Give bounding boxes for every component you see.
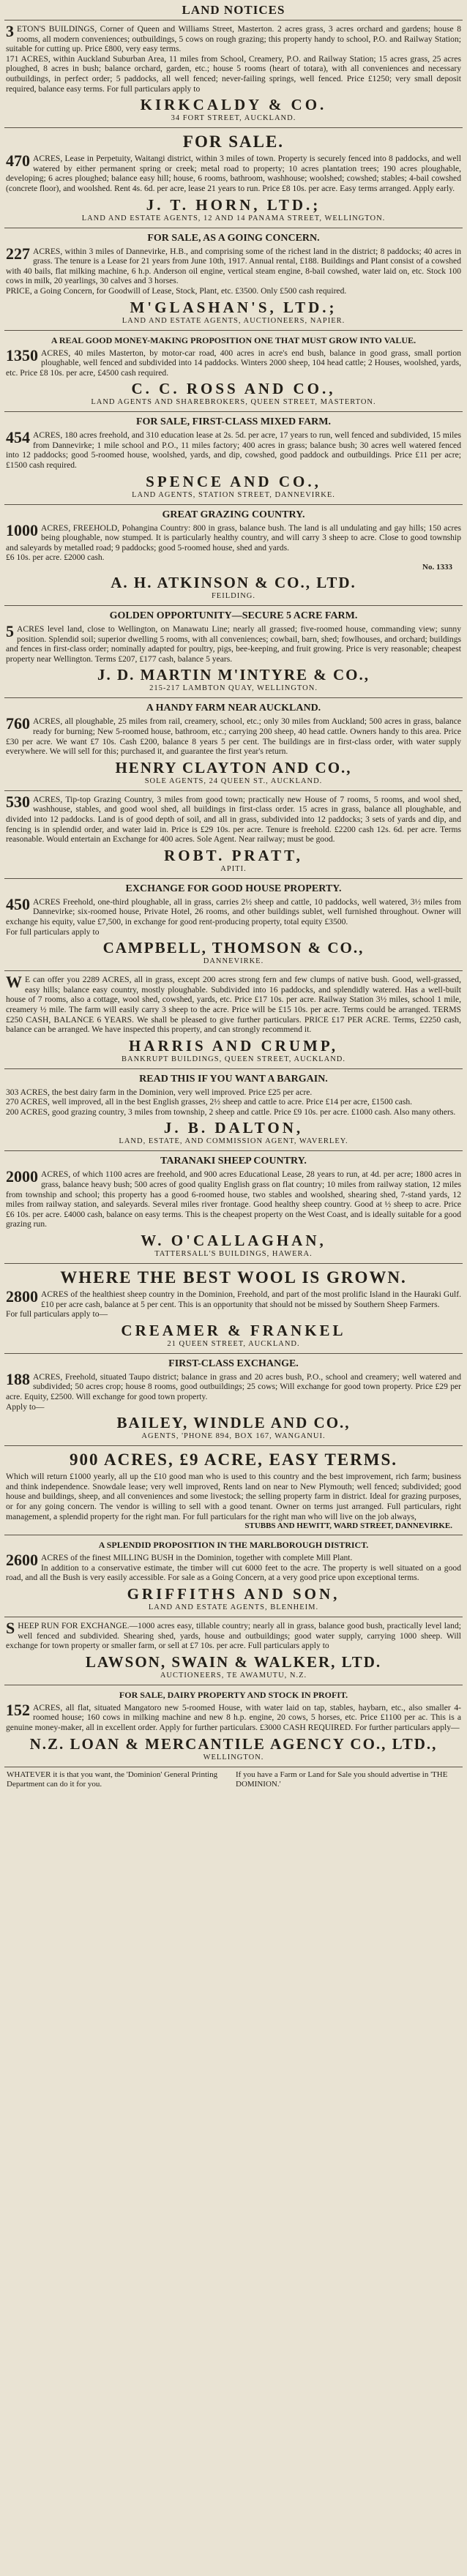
agent-address: WELLINGTON. — [203, 1753, 264, 1761]
ad-title: FIRST-CLASS EXCHANGE. — [168, 1358, 299, 1369]
agent-address: AGENTS, 'PHONE 894, BOX 167, WANGANUI. — [141, 1432, 326, 1441]
ad-price: 171 ACRES, within Auckland Suburban Area, 11 miles from School, Creamery, P.O. and Railway Station; 15 acres grass, 25 acres ploughed, 8 acres in bush; balance orchard, garden, etc.; house 5 rooms (heart of totara), with all conveniences and necessary outbuildings, in perfect order; 5 paddocks, all well fenced; never-failing springs, well fenced. Price £1250; very small deposit required, balance easy terms. For full particulars apply to — [6, 53, 461, 94]
ad-body-text: ACRES, all flat, situated Mangatoro new 5-roomed House, with water laid on tap, stables, haybarn, etc., also smaller 4-roomed house; 160 cows in milking machine and new 8 h.p. engine, 20 cows, 5 horses, etc. Price £1100 per ac. This is a genuine money-maker, all in excellent order. Apply for further particulars. £3000 CASH REQUIRED. For further particulars apply— — [6, 1702, 461, 1732]
agent-address: SOLE AGENTS, 24 QUEEN ST., AUCKLAND. — [144, 776, 323, 785]
ad-line: 303 ACRES, the best dairy farm in the Dominion, very well improved. Price £25 per acre. — [6, 1087, 313, 1097]
ad-lead-figure: 454 — [6, 428, 30, 447]
ad-body-text: ACRES, Tip-top Grazing Country, 3 miles from good town; practically new House of 7 rooms, 5 rooms, and wool shed, washhouse, stables, and good wool shed, all buildings in first-class order. 15 acres in grass, balance all ploughable, and divided into 12 paddocks. Land is of good depth of soil, and all in grass, subdivided into 12 paddocks; 3 sets of yards and dip, and fencing is in splendid order, and water laid in. Price is £29 10s. per acre. Tenure is freehold. £2200 cash 12s. 6d. per acre. Terms reasonable. Would entertain an Exchange for 400 acres. Sole Agent. Near railway; must be good. — [6, 794, 461, 845]
ad-body — [6, 792, 461, 845]
ad-lead-figure: 2800 — [6, 1287, 38, 1306]
land-ad — [4, 411, 463, 503]
agent-name: KIRKCALDY & CO. — [140, 96, 327, 114]
agent-address: LAND AGENTS AND SHAREBROKERS, QUEEN STREET, MASTERTON. — [91, 398, 376, 407]
agent-address: 34 FORT STREET, AUCKLAND. — [171, 114, 296, 123]
land-ad — [4, 1150, 463, 1263]
ad-price: In addition to a conservative estimate, the timber will cut 6000 feet to the acre. The property is well situated on a good road, and all the Bush is very easily accessible. For sale as a Going Concern, at a very good price upon exceptional terms. — [6, 1562, 461, 1583]
agent-name: BAILEY, WINDLE AND CO., — [116, 1414, 351, 1432]
ad-line: 270 ACRES, well improved, all in the best English grasses, 2½ sheep and cattle to acre. Price £14 per acre, £1500 cash. — [6, 1097, 413, 1107]
ad-body-text: ACRES, of which 1100 acres are freehold, and 900 acres Educational Lease, 28 years to run, at 4d. per acre; 1800 acres in grass, balance heavy bush; 500 acres of good quality English grass on flat country; 10 miles from railway station, 12 miles from township and school; this property has a good 6-roomed house, two stables and woolshed, shearing shed, 7-stand yards, 12 miles from railway station, and saleyards. Several miles river frontage. Good healthy sheep country. Good at ½ sheep to acre. Price £6 10s. per acre. £4000 cash, balance on easy terms. This is the cheapest property on the West Coast, and is ideally suitable for a good grazing run. — [6, 1169, 461, 1229]
ad-title: READ THIS IF YOU WANT A BARGAIN. — [139, 1073, 328, 1085]
ad-title: A REAL GOOD MONEY-MAKING PROPOSITION ONE THAT MUST GROW INTO VALUE. — [51, 334, 416, 345]
ad-body-text: ACRES, FREEHOLD, Pohangina Country: 800 in grass, balance bush. The land is all undulating and gay hills; 150 acres being ploughable, now stumped. It is particularly healthy country, and will carry 3 sheep to acre. Close to good township and saleyards by metalled road; 9 paddocks; good 5-roomed house, shed and yards. — [6, 523, 461, 553]
agent-address: TATTERSALL'S BUILDINGS, HAWERA. — [154, 1250, 313, 1259]
agent-name: ROBT. PRATT, — [164, 846, 303, 864]
ad-title: TARANAKI SHEEP COUNTRY. — [160, 1156, 307, 1167]
land-ad — [4, 1617, 463, 1685]
ad-price: For full particulars apply to — [6, 926, 100, 937]
ad-price: PRICE, a Going Concern, for Goodwill of Lease, Stock, Plant, etc. £3500. Only £500 cash required. — [6, 285, 347, 296]
ad-body — [6, 1169, 461, 1229]
agent-address: 215-217 LAMBTON QUAY, WELLINGTON. — [149, 684, 318, 693]
agent-name: HENRY CLAYTON AND CO., — [115, 758, 352, 776]
agent-address: LAND AND ESTATE AGENTS, 12 AND 14 PANAMA STREET, WELLINGTON. — [81, 214, 386, 222]
ad-body — [6, 716, 461, 756]
ad-reference: No. 1333 — [422, 563, 452, 572]
land-ad — [4, 1353, 463, 1445]
land-ad — [4, 697, 463, 790]
ad-title: A HANDY FARM NEAR AUCKLAND. — [146, 703, 321, 714]
ad-body — [6, 1369, 461, 1402]
agent-address: APITI. — [220, 864, 247, 873]
ad-body-text: E can offer you 2289 ACRES, all in grass, except 200 acres strong fern and few clumps of native bush. Good, well-grassed, easy hills; balance easy country, mostly ploughable. Subdivided into 16 paddocks, and splendidly watered. Has a well-built house of 7 rooms, also a cottage, wool shed, cowshed, yards, etc. Price £17 10s. per acre. Railway Station 3½ miles, school 1 mile, creamery ½ mile. The farm will easily carry 3 sheep to the acre. Price will be £15 10s. per acre. Terms could be arranged. TERMS £250 CASH, BALANCE 6 YEARS. We shall be pleased to give further particulars. PRICE £17 PER ACRE. Terms, £2250 cash, balance can be arranged. We have inspected this property, and can strongly recommend it. — [6, 975, 461, 1035]
ad-body — [6, 244, 461, 286]
land-ad — [4, 504, 463, 605]
agent-name: J. T. HORN, LTD.; — [146, 195, 321, 214]
agent-name: HARRIS AND CRUMP, — [129, 1036, 338, 1055]
ad-lead-figure: 1000 — [6, 520, 38, 539]
ad-body-text: Which will return £1000 yearly, all up the £10 good man who is used to this country and the best improvement, rich farm; business and think independence. Snowdale lease; very well improved, Rents land on near to New Plymouth; well fenced; subdivided; good house and buildings, sheep, and all conveniences and some livestock; the selling property farm in district. Ideal for grazing purposes, or for any going concern. The vendor is willing to sell with a good tenant. Owner on terms just arranged. Full particulars, right management, a splendid property for the right man. For full particulars for the right man who will live on the job always, — [6, 1472, 461, 1521]
agent-address: 21 QUEEN STREET, AUCKLAND. — [167, 1339, 300, 1348]
ad-body — [6, 24, 461, 54]
ad-title: A SPLENDID PROPOSITION IN THE MARLBOROUGH DISTRICT. — [98, 1540, 369, 1551]
agent-name: M'GLASHAN'S, LTD.; — [130, 298, 337, 316]
ad-lead-figure: 1350 — [6, 345, 38, 364]
ad-body-text: ACRES, Freehold, situated Taupo district; balance in grass and 20 acres bush, P.O., school and creamery; well watered and subdivided; 50 acres crop; house 8 rooms, good outbuildings; 25 cows; Will exchange for good town property. Price £29 per acre. Equity, £2500. Will exchange for good town property. — [6, 1371, 461, 1401]
ad-body-text: ACRES, within 3 miles of Dannevirke, H.B., and comprising some of the richest land in the district; 8 paddocks; 40 acres in grass. The tenure is a Lease for 21 years from June 10th, 1917. Annual rental, £188. Buildings and Plant consist of a cowshed with 40 bails, flat milking machine, 6 h.p. Anderson oil engine, vertical steam engine, 8-bail cowshed, water laid on, etc. Stock 100 cows in milk, 20 yearlings, 30 calves and 3 horses. — [6, 246, 461, 286]
ad-body-text: ACRES, 180 acres freehold, and 310 education lease at 2s. 5d. per acre, 17 years to run, well fenced and subdivided, 15 miles from Dannevirke; 1 mile school and P.O., 11 miles factory; 400 acres in grass; balance bush; 30 acres well watered fenced into 12 paddocks; good 5-roomed house, woolshed, yards, and dip, cowshed, good paddock and outbuildings. Price £11 per acre; £1500 cash required. — [6, 430, 461, 471]
agent-name: W. O'CALLAGHAN, — [141, 1232, 326, 1250]
ad-lead-figure: 188 — [6, 1369, 30, 1388]
ad-body-text: ACRES Freehold, one-third ploughable, all in grass, carries 2½ sheep and cattle, 10 paddocks, well watered, 3½ miles from Dannevirke; six-roomed house, Private Hotel, 26 rooms, and other buildings sublet, well furnished throughout. Owner will exchange his equity, value £7,500, in exchange for good rent-producing property, total equity £3500. — [6, 896, 461, 926]
ad-body-text: ACRES, all ploughable, 25 miles from rail, creamery, school, etc.; only 30 miles from Auckland; 500 acres in grass, balance ready for burning; New 5-roomed house, bathroom, etc.; carrying 200 sheep, 40 head cattle. Owners handy to this area. Price £30 per acre. We want £7 10s. Cash £200, balance 8 years 5 per cent. The buildings are in first-class order, with water supply everywhere. We will sell for this; purchased it, and guarantee the first year's return. — [6, 716, 461, 757]
ad-price: Apply to— — [6, 1401, 45, 1412]
section-header: LAND NOTICES — [182, 3, 285, 17]
ad-lead-figure: 450 — [6, 894, 30, 913]
ad-body — [6, 1618, 461, 1651]
ad-title: EXCHANGE FOR GOOD HOUSE PROPERTY. — [125, 883, 342, 894]
ad-lead-figure: 3 — [6, 22, 14, 40]
ad-title: WHERE THE BEST WOOL IS GROWN. — [60, 1268, 407, 1287]
ad-title: FOR SALE, FIRST-CLASS MIXED FARM. — [135, 416, 332, 428]
ad-body — [6, 430, 461, 470]
ad-body — [6, 520, 461, 553]
land-ad — [4, 970, 463, 1068]
agent-name: J. D. MARTIN M'INTYRE & CO., — [97, 666, 370, 684]
ads-column — [4, 20, 463, 1767]
agent-address: DANNEVIRKE. — [203, 957, 264, 966]
ad-lead-figure: S — [6, 1618, 15, 1637]
footer-left: WHATEVER it is that you want, the 'Dominion' General Printing Department can do it for you. — [7, 1770, 218, 1789]
ad-lead-figure: 760 — [6, 714, 30, 733]
ad-lead-figure: 152 — [6, 1700, 30, 1719]
land-ad — [4, 127, 463, 227]
ad-body-text: ACRES, 40 miles Masterton, by motor-car road, 400 acres in acre's end bush, balance in good grass, small portion ploughable, well fenced and subdivided into 14 paddocks. Winters 2000 sheep, 104 head cattle; 2 Houses, woolshed, yards, etc. Price £8 10s. per acre, £4500 cash required. — [6, 348, 461, 378]
ad-body — [6, 345, 461, 378]
ad-body-text: ACRES of the healthiest sheep country in the Dominion, Freehold, and part of the most prolific Island in the Hauraki Gulf. £10 per acre cash, balance at 5 per cent. This is an opportunity that should not be missed by Southern Sheep Farmers. — [41, 1289, 461, 1309]
ad-lead-figure: 227 — [6, 244, 30, 263]
ad-title: GOLDEN OPPORTUNITY—SECURE 5 ACRE FARM. — [109, 610, 358, 622]
ad-lead-figure: 2000 — [6, 1167, 38, 1186]
ad-title: FOR SALE, AS A GOING CONCERN. — [147, 232, 320, 244]
ad-body-text: ACRES level land, close to Wellington, on Manawatu Line; nearly all grassed; five-roomed house, commanding view; sunny position. Splendid soil; superior dwelling 5 rooms, with all conveniences; cowbail, barn, shed; fowlhouses, and orchard; buildings and fences in first-class order; nominally adapted for poultry, pigs, bee-keeping, and fruit growing. Price is very reasonable; cheapest property near Wellington. Terms £207, £177 cash, balance 5 years. — [6, 624, 461, 664]
ad-body-text: ACRES, Lease in Perpetuity, Waitangi district, within 3 miles of town. Property is securely fenced into 8 paddocks, and well watered by either permanent spring or creek; metal road to property; 10 acres plantation trees; 190 acres ploughable, developing; 6 acres ploughed; balance easy hill; house, 6 rooms, bathroom, washhouse; woolshed; cowshed; stables; 4-bail cowshed (concrete floor), and woolshed. Rent 4s. 6d. per acre, lease 21 years to run. Price £8 10s. per acre. Easy terms arranged. Apply early. — [6, 154, 461, 193]
ad-body — [6, 624, 461, 664]
agent-name: GRIFFITHS AND SON, — [127, 1584, 340, 1603]
ad-body — [6, 1289, 461, 1309]
land-ad — [4, 330, 463, 412]
agent-address: LAND AGENTS, STATION STREET, DANNEVIRKE. — [132, 490, 335, 499]
ad-lead-figure: 530 — [6, 792, 30, 811]
agent-address: FEILDING. — [211, 592, 256, 601]
footer — [4, 1767, 463, 1789]
agent-name: N.Z. LOAN & MERCANTILE AGENCY CO., LTD., — [29, 1734, 438, 1753]
agent-address: AUCTIONEERS, TE AWAMUTU, N.Z. — [160, 1671, 307, 1680]
ad-title: FOR SALE. — [182, 132, 285, 151]
ad-body — [6, 151, 461, 193]
agent-address: BANKRUPT BUILDINGS, QUEEN STREET, AUCKLAND. — [122, 1055, 345, 1063]
agent-address: LAND, ESTATE, AND COMMISSION AGENT, WAVERLEY. — [119, 1137, 348, 1146]
land-ad — [4, 790, 463, 878]
agent-name: J. B. DALTON, — [163, 1119, 304, 1137]
ad-lead-figure: W — [6, 973, 22, 992]
agent-name: CAMPBELL, THOMSON & CO., — [102, 939, 365, 957]
ad-lead-figure: 470 — [6, 151, 30, 171]
ad-lead-figure: 2600 — [6, 1551, 38, 1570]
ad-line: 200 ACRES, good grazing country, 3 miles from township, 2 sheep and cattle. Price £9 10s. per acre. £1000 cash. Also many others. — [6, 1107, 456, 1117]
land-ad — [4, 228, 463, 330]
ad-body — [6, 1551, 461, 1570]
ad-title: 900 ACRES, £9 ACRE, EASY TERMS. — [70, 1450, 397, 1469]
ad-body — [6, 1472, 461, 1521]
ad-lead-figure: 5 — [6, 622, 14, 641]
land-ad — [4, 1445, 463, 1535]
agent-name: SPENCE AND CO., — [146, 472, 321, 490]
ad-body — [6, 975, 461, 1035]
ad-price: £6 10s. per acre. £2000 cash. — [6, 553, 105, 563]
ad-body-text: HEEP RUN FOR EXCHANGE.—1000 acres easy, tillable country; nearly all in grass, balance good bush, practically level land; well fenced and subdivided. Shearing shed, yards, house and outbuildings; good water supply, carrying 1000 sheep. Will exchange for town property or smaller farm, or sell at £7 10s. per acre. Full particulars apply to — [6, 1620, 461, 1651]
ad-body — [6, 1700, 461, 1733]
ad-title: GREAT GRAZING COUNTRY. — [162, 509, 305, 520]
agent-name: A. H. ATKINSON & CO., LTD. — [111, 574, 356, 592]
land-ad — [4, 1263, 463, 1353]
land-ad — [4, 1068, 463, 1151]
land-ad — [4, 1535, 463, 1617]
agent-name: CREAMER & FRANKEL — [121, 1321, 346, 1339]
agent-name: C. C. ROSS AND CO., — [131, 380, 336, 398]
land-ad — [4, 1685, 463, 1767]
ad-signature: STUBBS AND HEWITT, WARD STREET, DANNEVIRKE. — [244, 1521, 452, 1531]
ad-body-text: ACRES of the finest MILLING BUSH in the Dominion, together with complete Mill Plant. — [41, 1553, 353, 1563]
land-ad — [4, 20, 463, 127]
ad-body — [6, 894, 461, 927]
agent-address: LAND AND ESTATE AGENTS, AUCTIONEERS, NAPIER. — [122, 316, 345, 325]
agent-name: LAWSON, SWAIN & WALKER, LTD. — [85, 1652, 382, 1671]
ad-title: FOR SALE, DAIRY PROPERTY AND STOCK IN PROFIT. — [119, 1689, 348, 1700]
footer-right: If you have a Farm or Land for Sale you should advertise in 'THE DOMINION.' — [236, 1770, 448, 1789]
land-ad — [4, 605, 463, 697]
agent-address: LAND AND ESTATE AGENTS, BLENHEIM. — [148, 1603, 319, 1611]
ad-price: For full particulars apply to— — [6, 1309, 108, 1319]
land-ad — [4, 878, 463, 970]
ad-body-text: ETON'S BUILDINGS, Corner of Queen and Williams Street, Masterton. 2 acres grass, 3 acres orchard and gardens; house 8 rooms, all modern conveniences; outbuildings, 5 cows on rough grazing; this property handy to school, P.O. and Railway Station; suitable for cutting up. Price £800, very easy terms. — [6, 24, 461, 54]
